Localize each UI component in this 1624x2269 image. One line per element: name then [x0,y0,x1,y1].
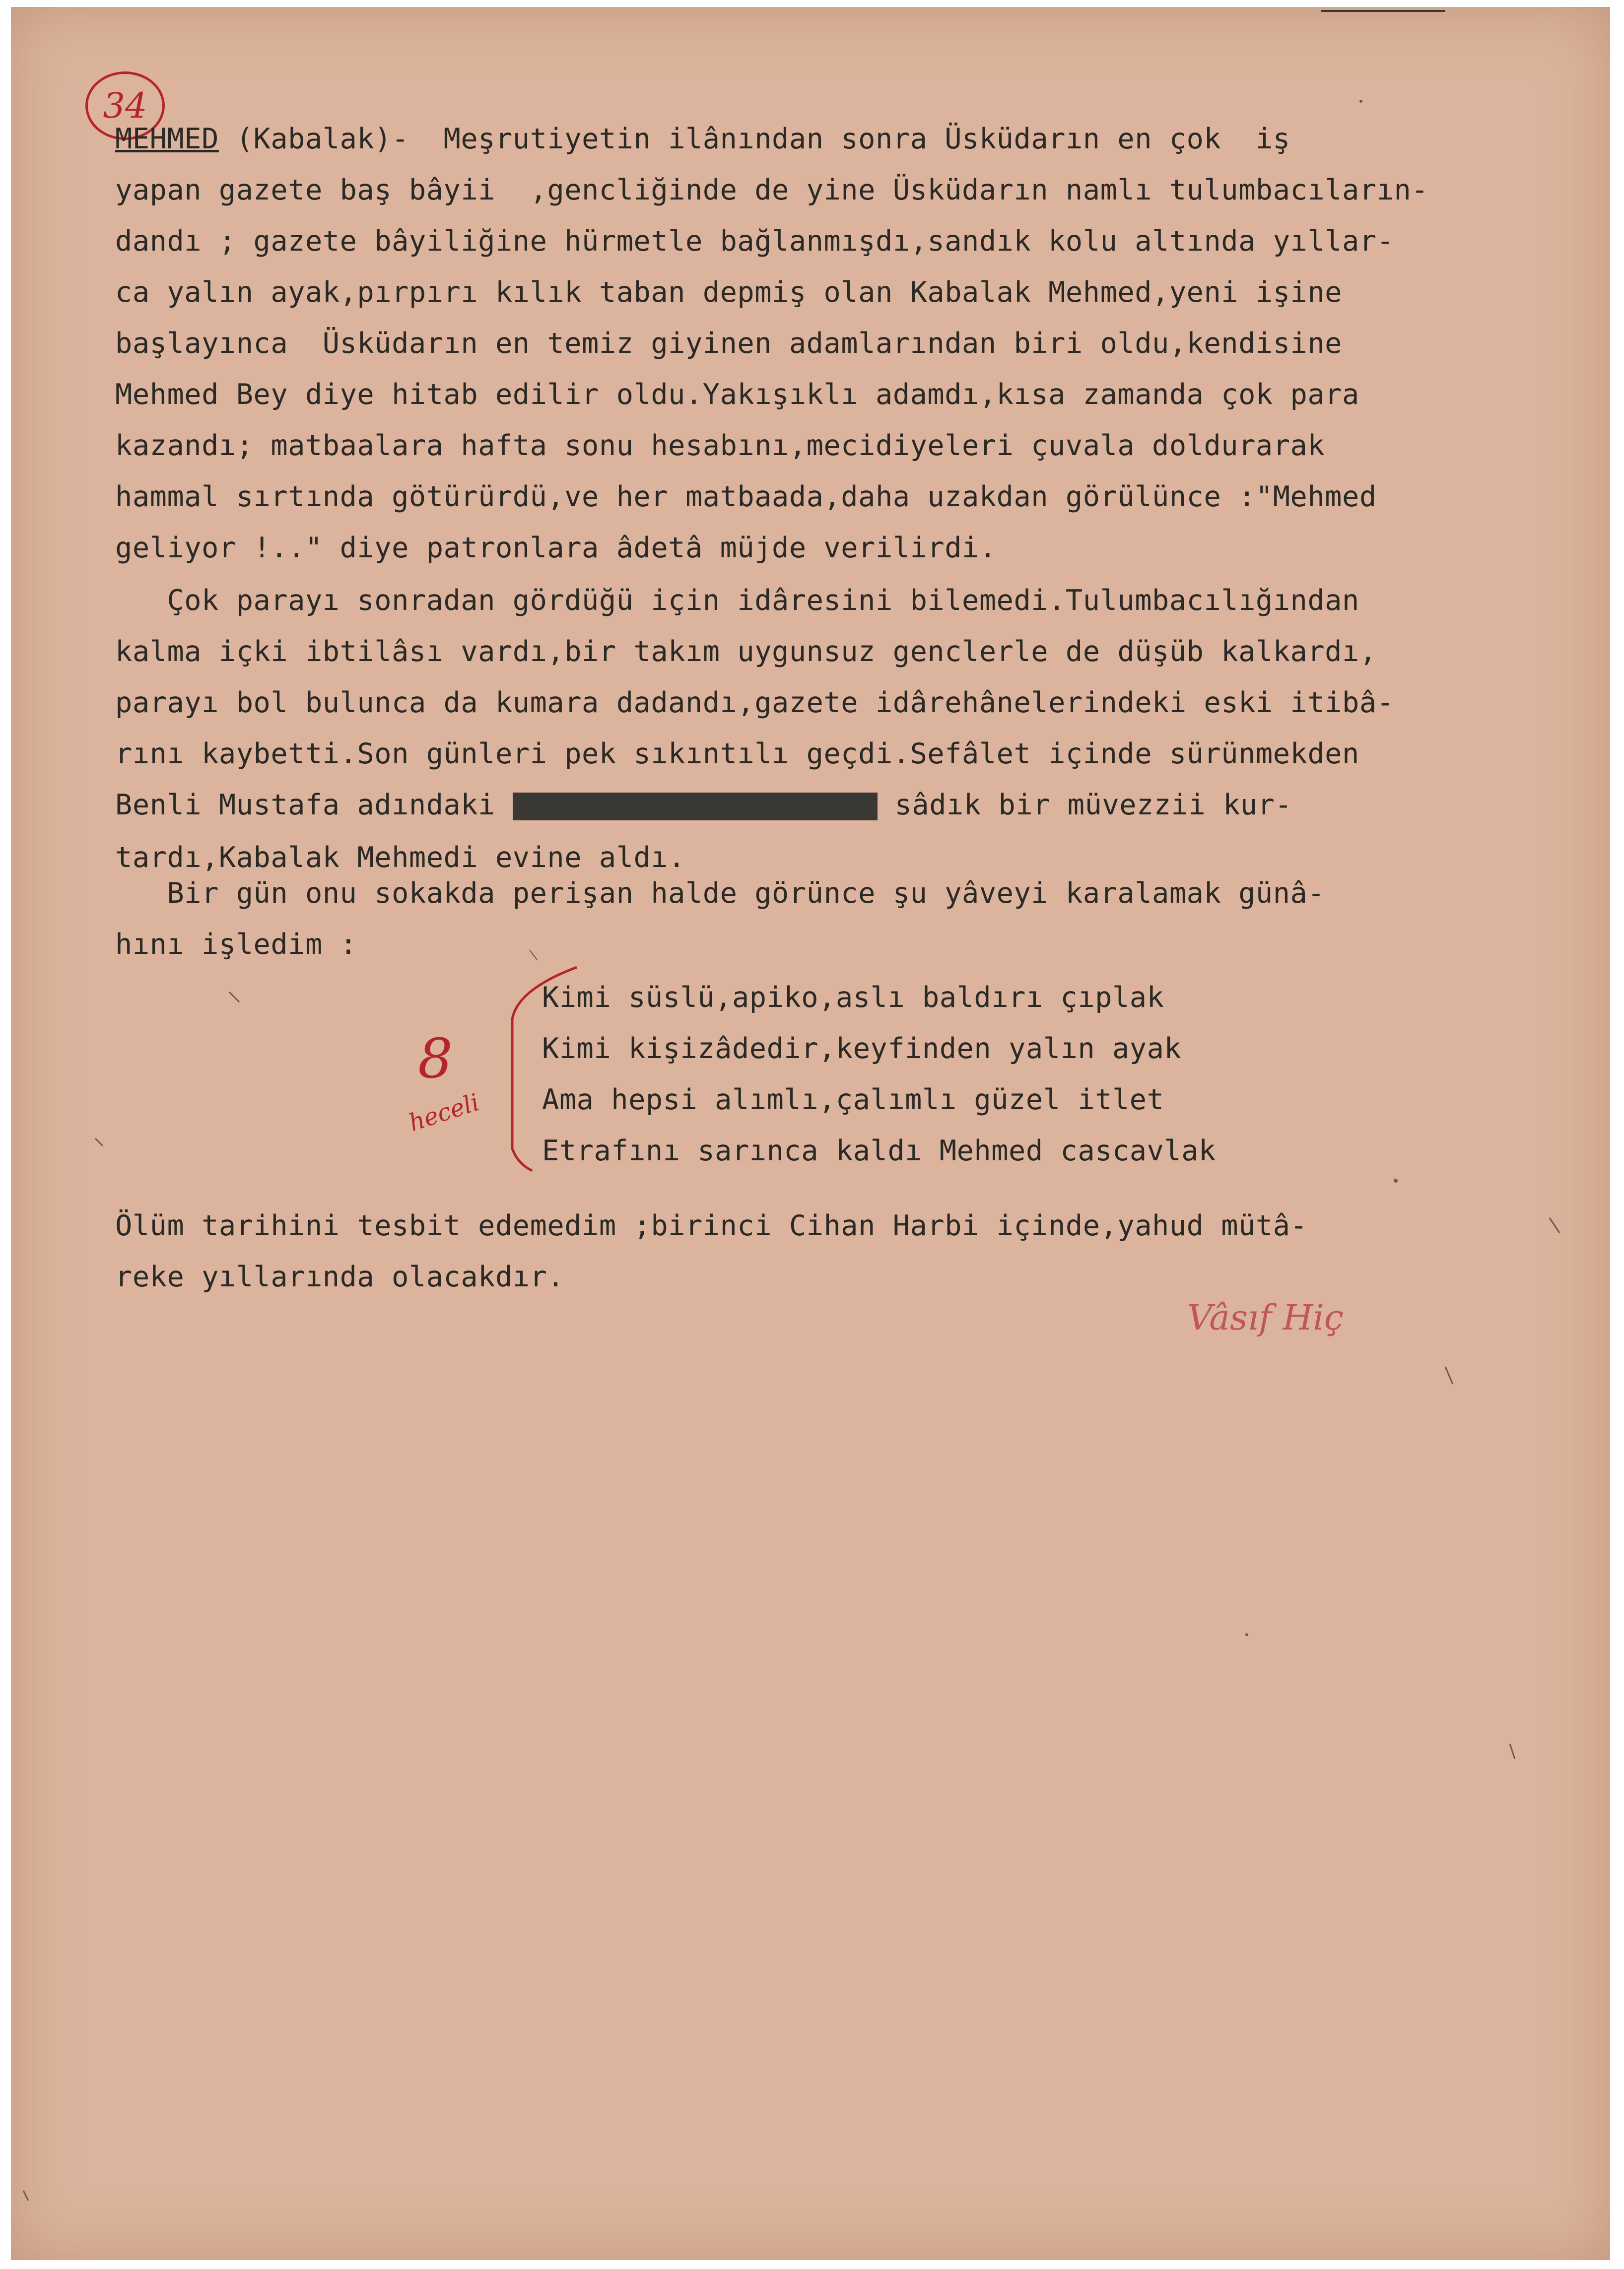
paragraph-line: tardı,Kabalak Mehmedi evine aldı. [115,841,685,874]
closing-paragraph [115,1201,1307,1303]
paragraph-line: reke yıllarında olacakdır. [115,1261,565,1293]
typewritten-sheet [11,7,1610,2260]
entry-nickname: (Kabalak)- [236,123,409,155]
paragraph-line: Meşrutiyetin ilânından sonra Üsküdarın en çok iş [408,123,1290,155]
handwritten-signature: Vâsıf Hiç [1187,1297,1344,1338]
poem-line: Kimi kişizâdedir,keyfinden yalın ayak [542,1032,1182,1065]
paragraph-line: kazandı; matbaalara hafta sonu hesabını,mecidiyeleri çuvala doldurarak [115,429,1325,462]
speck [1394,1179,1398,1183]
speck [1550,1218,1559,1233]
paragraph-line-start: Benli Mustafa adındaki [115,789,513,821]
paragraph-line-end: sâdık bir müvezzii kur- [877,789,1292,821]
speck [1510,1744,1515,1759]
entry-name: MEHMED [115,123,219,155]
margin-note-word: heceli [405,1088,483,1137]
paragraph-line: rını kaybetti.Son günleri pek sıkıntılı geçdi.Sefâlet içinde sürünmekden [115,737,1359,770]
entry-paragraph-3 [115,868,1325,970]
paragraph-line: ca yalın ayak,pırpırı kılık taban depmiş olan Kabalak Mehmed,yeni işine [115,276,1342,309]
speck [95,1138,103,1146]
paragraph-line: hını işledim : [115,928,357,961]
paragraph-line: hammal sırtında götürürdü,ve her matbaada,daha uzakdan görülünce :"Mehmed [115,480,1377,513]
entry-paragraph-2 [115,575,1394,883]
poem-line: Etrafını sarınca kaldı Mehmed cascavlak [542,1134,1216,1167]
speck [229,992,239,1002]
struck-out-text: müvezzimuşmakoğlubunundam [512,793,878,820]
paragraph-line: Bir gün onu sokakda perişan halde görünce şu yâveyi karalamak günâ- [115,877,1325,910]
paragraph-line: dandı ; gazete bâyiliğine hürmetle bağlanmışdı,sandık kolu altında yıllar- [115,225,1394,258]
entry-paragraph-1 [115,114,1428,574]
poem-line: Ama hepsi alımlı,çalımlı güzel itlet [542,1083,1164,1116]
margin-note-number: 8 [418,1027,453,1090]
paragraph-line: kalma içki ibtilâsı vardı,bir takım uygunsuz genclerle de düşüb kalkardı, [115,635,1377,668]
poem-line: Kimi süslü,apiko,aslı baldırı çıplak [542,981,1164,1014]
poem [542,972,1216,1177]
speck [1245,1633,1248,1636]
paragraph-line: yapan gazete baş bâyii ,gencliğinde de yine Üsküdarın namlı tulumbacıların- [115,174,1429,206]
paragraph-line: başlayınca Üsküdarın en temiz giyinen adamlarından biri oldu,kendisine [115,327,1342,360]
paragraph-line: geliyor !.." diye patronlara âdetâ müjde verilirdi. [115,532,997,564]
paragraph-line: parayı bol bulunca da kumara dadandı,gazete idârehânelerindeki eski itibâ- [115,686,1394,719]
speck [23,2191,28,2201]
speck [1359,100,1362,103]
speck [1445,1367,1453,1384]
paragraph-line: Mehmed Bey diye hitab edilir oldu.Yakışıklı adamdı,kısa zamanda çok para [115,378,1359,411]
page-number-circle: 34 [85,71,165,140]
paragraph-line: Ölüm tarihini tesbit edemedim ;birinci Cihan Harbi içinde,yahud mütâ- [115,1209,1308,1242]
paragraph-line: Çok parayı sonradan gördüğü için idâresini bilemedi.Tulumbacılığından [115,584,1359,617]
